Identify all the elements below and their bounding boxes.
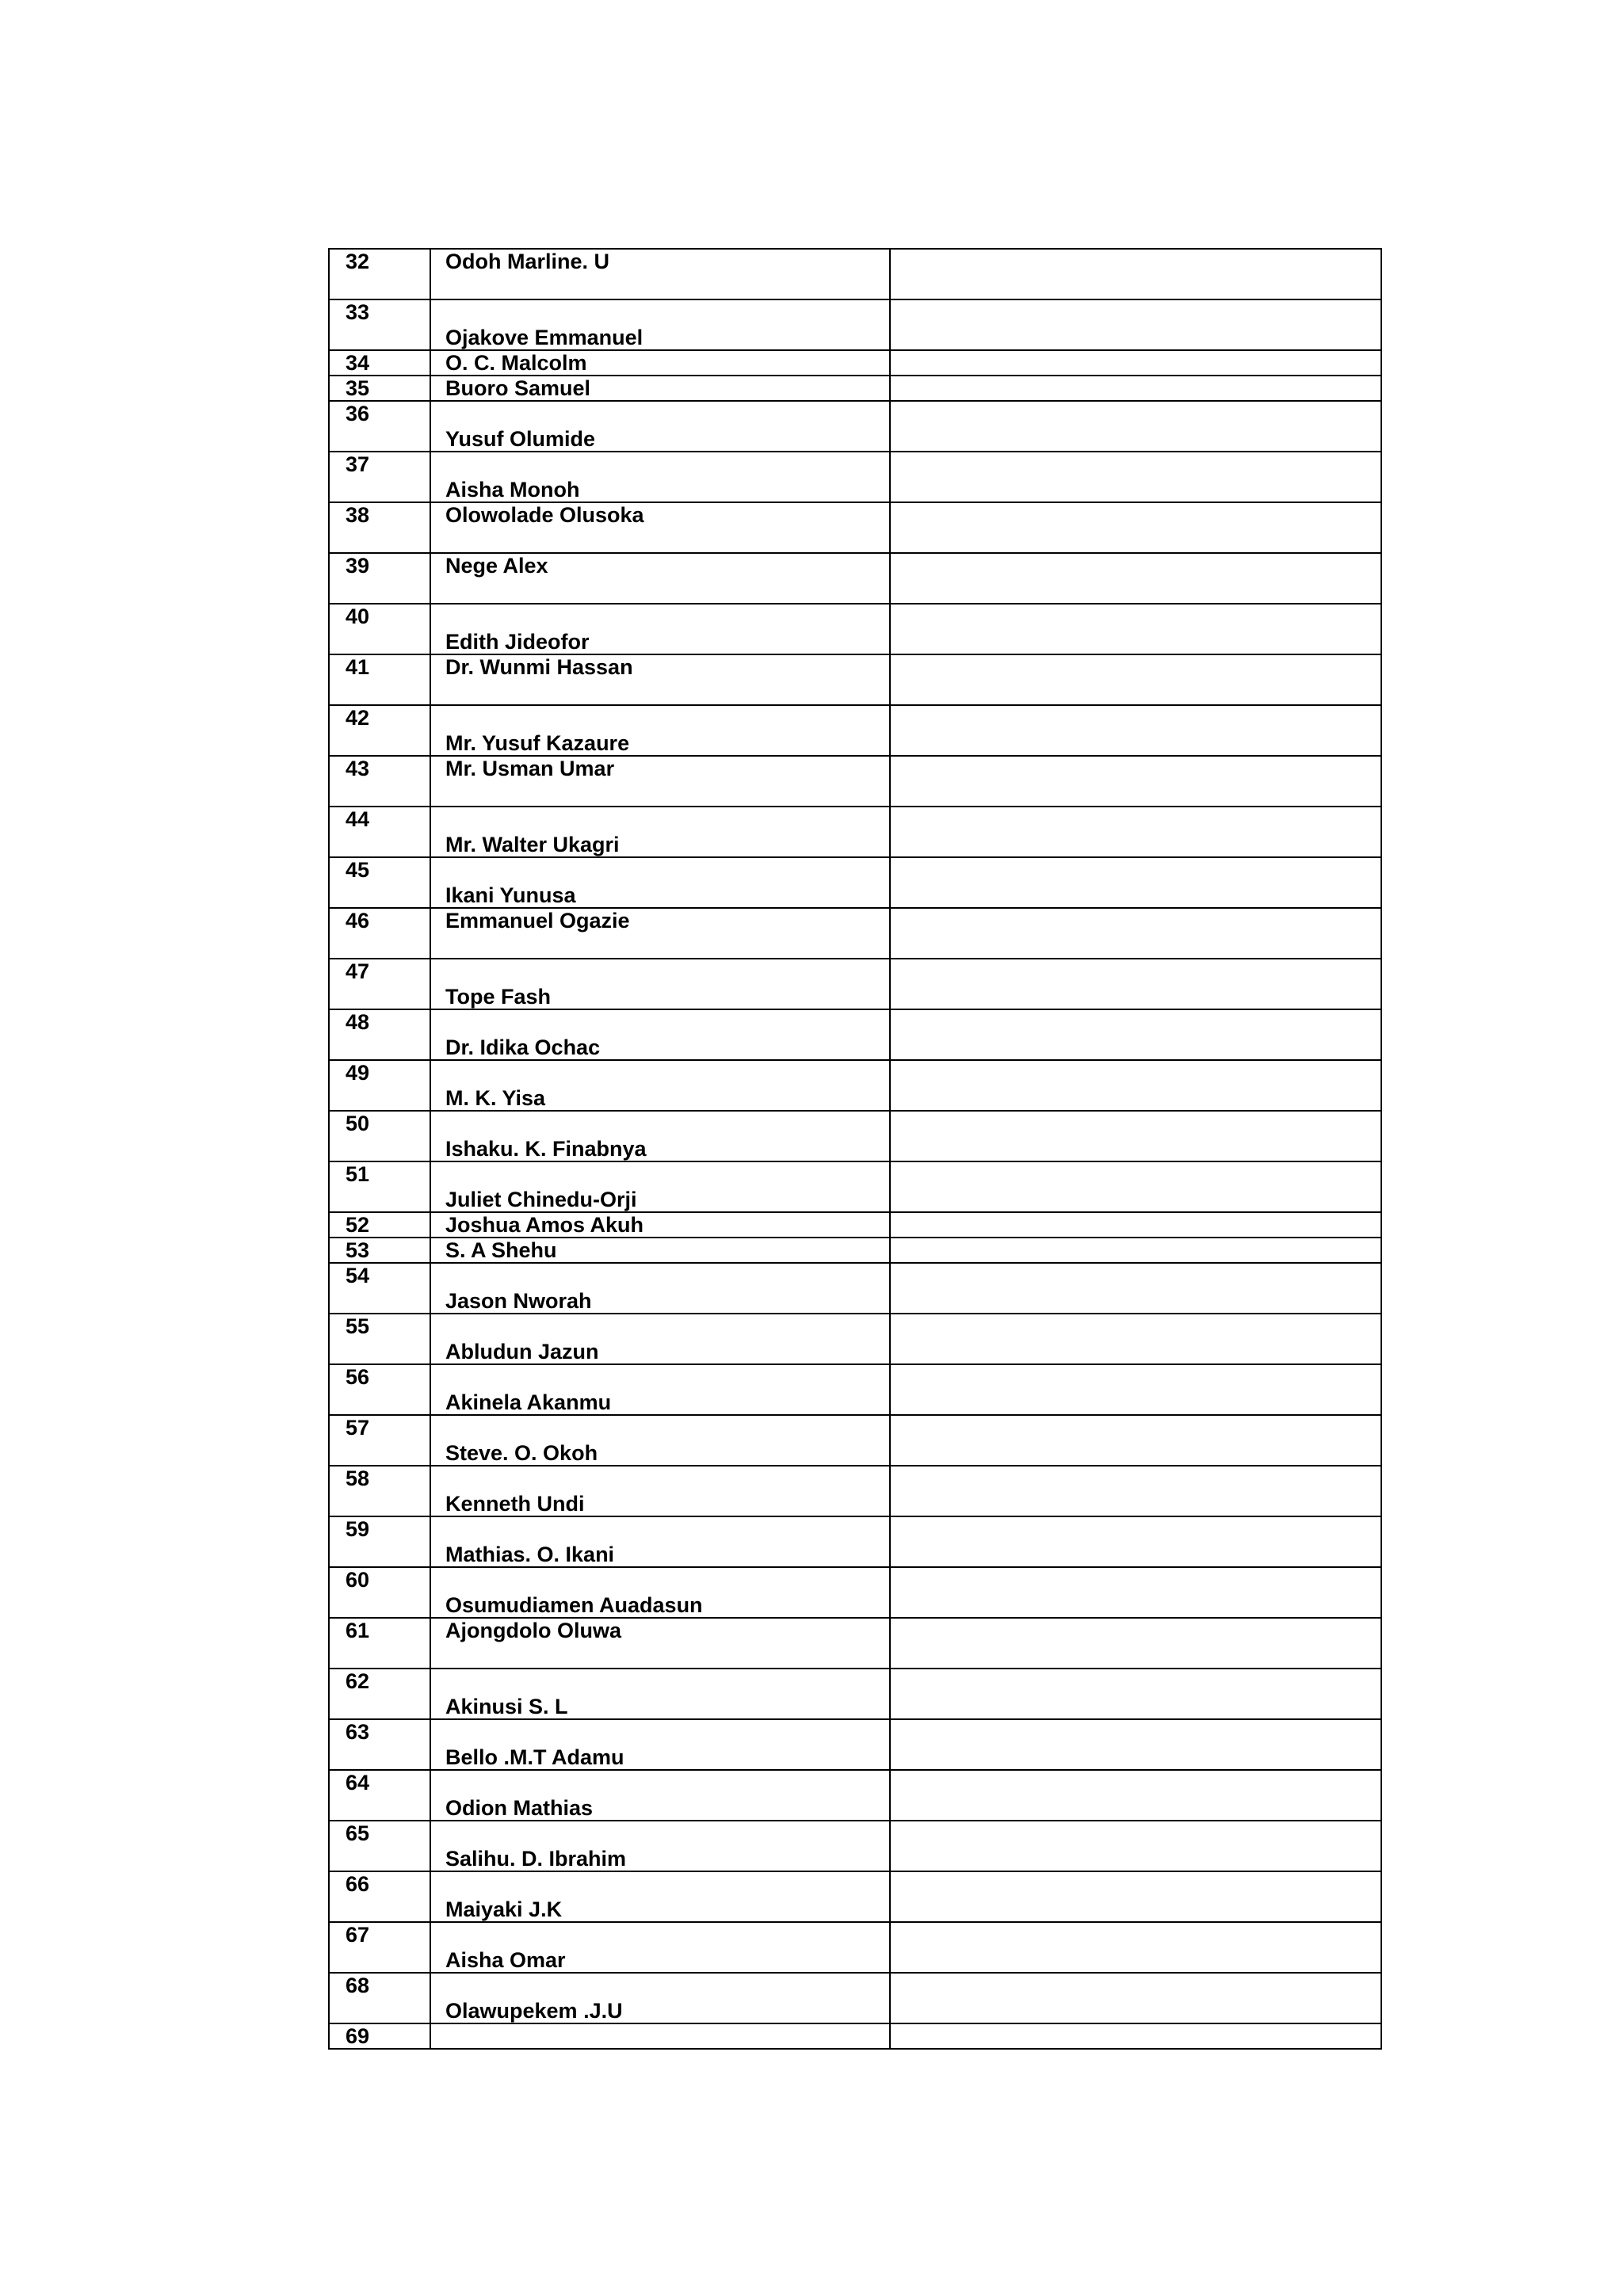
attendee-name: Salihu. D. Ibrahim — [445, 1847, 627, 1871]
table-row — [329, 1415, 1381, 1466]
table-row — [329, 1669, 1381, 1719]
table-row — [329, 1871, 1381, 1922]
row-number: 49 — [329, 1060, 430, 1111]
attendee-name: Edith Jideofor — [445, 630, 590, 654]
table-row — [329, 452, 1381, 502]
name-cell — [430, 857, 890, 908]
attendee-name: Akinusi S. L — [445, 1695, 568, 1718]
row-number: 62 — [329, 1669, 430, 1719]
table-row — [329, 553, 1381, 604]
attendee-name: O. C. Malcolm — [445, 351, 587, 375]
table-row — [329, 350, 1381, 376]
attendance-table-body — [329, 249, 1381, 2049]
name-cell — [430, 1364, 890, 1415]
signature-cell — [890, 1161, 1381, 1212]
signature-cell — [890, 1415, 1381, 1466]
name-cell — [430, 2023, 890, 2049]
table-row — [329, 1466, 1381, 1516]
attendee-name: Buoro Samuel — [445, 376, 591, 400]
name-cell — [430, 1415, 890, 1466]
name-cell — [430, 1973, 890, 2023]
table-row — [329, 1973, 1381, 2023]
attendee-name: Olowolade Olusoka — [445, 503, 644, 527]
signature-cell — [890, 376, 1381, 401]
name-cell — [430, 1618, 890, 1669]
table-row — [329, 807, 1381, 857]
signature-cell — [890, 1618, 1381, 1669]
table-row — [329, 1719, 1381, 1770]
attendee-name: M. K. Yisa — [445, 1086, 546, 1110]
table-row — [329, 1009, 1381, 1060]
name-cell — [430, 376, 890, 401]
signature-cell — [890, 1973, 1381, 2023]
signature-cell — [890, 1212, 1381, 1238]
row-number: 48 — [329, 1009, 430, 1060]
signature-cell — [890, 1466, 1381, 1516]
table-row — [329, 908, 1381, 959]
row-number: 69 — [329, 2023, 430, 2049]
attendee-name: Odion Mathias — [445, 1796, 594, 1820]
row-number: 32 — [329, 249, 430, 299]
attendee-name: Odoh Marline. U — [445, 250, 610, 273]
name-cell — [430, 1719, 890, 1770]
signature-cell — [890, 857, 1381, 908]
table-row — [329, 1161, 1381, 1212]
row-number: 53 — [329, 1238, 430, 1263]
table-row — [329, 1238, 1381, 1263]
name-cell — [430, 1516, 890, 1567]
name-cell — [430, 350, 890, 376]
name-cell — [430, 1466, 890, 1516]
row-number: 35 — [329, 376, 430, 401]
row-number: 41 — [329, 654, 430, 705]
signature-cell — [890, 1060, 1381, 1111]
signature-cell — [890, 249, 1381, 299]
attendee-name: Aisha Omar — [445, 1948, 566, 1972]
signature-cell — [890, 1770, 1381, 1821]
signature-cell — [890, 705, 1381, 756]
row-number: 61 — [329, 1618, 430, 1669]
table-row — [329, 1922, 1381, 1973]
table-row — [329, 1364, 1381, 1415]
name-cell — [430, 756, 890, 807]
name-cell — [430, 553, 890, 604]
name-cell — [430, 452, 890, 502]
attendee-name: Mr. Walter Ukagri — [445, 833, 620, 856]
signature-cell — [890, 1669, 1381, 1719]
name-cell — [430, 1212, 890, 1238]
row-number: 38 — [329, 502, 430, 553]
table-row — [329, 1111, 1381, 1161]
signature-cell — [890, 401, 1381, 452]
attendee-name: Osumudiamen Auadasun — [445, 1593, 703, 1617]
attendee-name: Olawupekem .J.U — [445, 1999, 623, 2023]
row-number: 52 — [329, 1212, 430, 1238]
attendance-table — [328, 248, 1382, 2050]
attendee-name: Nege Alex — [445, 554, 548, 578]
name-cell — [430, 249, 890, 299]
signature-cell — [890, 1516, 1381, 1567]
table-row — [329, 1060, 1381, 1111]
attendee-name: Mathias. O. Ikani — [445, 1543, 615, 1566]
name-cell — [430, 654, 890, 705]
table-row — [329, 756, 1381, 807]
row-number: 56 — [329, 1364, 430, 1415]
signature-cell — [890, 1009, 1381, 1060]
table-row — [329, 1314, 1381, 1364]
attendee-name: Mr. Yusuf Kazaure — [445, 731, 630, 755]
attendee-name: Joshua Amos Akuh — [445, 1213, 644, 1237]
signature-cell — [890, 1922, 1381, 1973]
row-number: 43 — [329, 756, 430, 807]
name-cell — [430, 604, 890, 654]
table-row — [329, 376, 1381, 401]
name-cell — [430, 1669, 890, 1719]
row-number: 64 — [329, 1770, 430, 1821]
table-row — [329, 1263, 1381, 1314]
row-number: 68 — [329, 1973, 430, 2023]
attendee-name: Ojakove Emmanuel — [445, 326, 643, 349]
name-cell — [430, 807, 890, 857]
attendee-name: Yusuf Olumide — [445, 427, 596, 451]
signature-cell — [890, 908, 1381, 959]
table-row — [329, 1212, 1381, 1238]
row-number: 65 — [329, 1821, 430, 1871]
name-cell — [430, 705, 890, 756]
row-number: 34 — [329, 350, 430, 376]
row-number: 47 — [329, 959, 430, 1009]
signature-cell — [890, 299, 1381, 350]
attendee-name: Juliet Chinedu-Orji — [445, 1188, 637, 1211]
table-row — [329, 2023, 1381, 2049]
table-row — [329, 502, 1381, 553]
signature-cell — [890, 807, 1381, 857]
attendee-name: S. A Shehu — [445, 1238, 557, 1262]
name-cell — [430, 1111, 890, 1161]
table-row — [329, 857, 1381, 908]
row-number: 36 — [329, 401, 430, 452]
signature-cell — [890, 452, 1381, 502]
signature-cell — [890, 1364, 1381, 1415]
table-row — [329, 299, 1381, 350]
row-number: 67 — [329, 1922, 430, 1973]
attendee-name: Ikani Yunusa — [445, 883, 576, 907]
name-cell — [430, 1871, 890, 1922]
signature-cell — [890, 654, 1381, 705]
table-row — [329, 1821, 1381, 1871]
row-number: 39 — [329, 553, 430, 604]
row-number: 60 — [329, 1567, 430, 1618]
attendee-name: Ishaku. K. Finabnya — [445, 1137, 647, 1161]
table-row — [329, 401, 1381, 452]
table-row — [329, 604, 1381, 654]
name-cell — [430, 401, 890, 452]
table-row — [329, 959, 1381, 1009]
row-number: 40 — [329, 604, 430, 654]
signature-cell — [890, 1567, 1381, 1618]
row-number: 63 — [329, 1719, 430, 1770]
attendee-name: Dr. Wunmi Hassan — [445, 655, 633, 679]
name-cell — [430, 299, 890, 350]
table-row — [329, 249, 1381, 299]
row-number: 59 — [329, 1516, 430, 1567]
row-number: 58 — [329, 1466, 430, 1516]
signature-cell — [890, 756, 1381, 807]
signature-cell — [890, 553, 1381, 604]
row-number: 46 — [329, 908, 430, 959]
attendee-name: Abludun Jazun — [445, 1340, 599, 1363]
table-row — [329, 705, 1381, 756]
signature-cell — [890, 350, 1381, 376]
signature-cell — [890, 1314, 1381, 1364]
attendee-name: Emmanuel Ogazie — [445, 909, 630, 933]
signature-cell — [890, 959, 1381, 1009]
name-cell — [430, 1161, 890, 1212]
table-row — [329, 1516, 1381, 1567]
table-row — [329, 1618, 1381, 1669]
name-cell — [430, 1314, 890, 1364]
row-number: 44 — [329, 807, 430, 857]
row-number: 55 — [329, 1314, 430, 1364]
name-cell — [430, 1009, 890, 1060]
attendee-name: Jason Nworah — [445, 1289, 592, 1313]
attendee-name: Kenneth Undi — [445, 1492, 585, 1516]
signature-cell — [890, 1719, 1381, 1770]
signature-cell — [890, 1238, 1381, 1263]
row-number: 57 — [329, 1415, 430, 1466]
row-number: 54 — [329, 1263, 430, 1314]
row-number: 33 — [329, 299, 430, 350]
attendee-name: Akinela Akanmu — [445, 1390, 612, 1414]
table-row — [329, 1770, 1381, 1821]
name-cell — [430, 908, 890, 959]
name-cell — [430, 1821, 890, 1871]
row-number: 37 — [329, 452, 430, 502]
table-row — [329, 654, 1381, 705]
attendee-name: Bello .M.T Adamu — [445, 1745, 624, 1769]
attendee-name: Ajongdolo Oluwa — [445, 1619, 621, 1642]
attendee-name: Mr. Usman Umar — [445, 757, 615, 780]
table-row — [329, 1567, 1381, 1618]
signature-cell — [890, 604, 1381, 654]
name-cell — [430, 1770, 890, 1821]
row-number: 45 — [329, 857, 430, 908]
attendee-name: Maiyaki J.K — [445, 1897, 563, 1921]
signature-cell — [890, 2023, 1381, 2049]
row-number: 51 — [329, 1161, 430, 1212]
name-cell — [430, 502, 890, 553]
row-number: 66 — [329, 1871, 430, 1922]
name-cell — [430, 1060, 890, 1111]
name-cell — [430, 1238, 890, 1263]
signature-cell — [890, 1111, 1381, 1161]
name-cell — [430, 1922, 890, 1973]
name-cell — [430, 1263, 890, 1314]
signature-cell — [890, 1821, 1381, 1871]
name-cell — [430, 959, 890, 1009]
attendee-name: Dr. Idika Ochac — [445, 1035, 601, 1059]
signature-cell — [890, 1263, 1381, 1314]
signature-cell — [890, 1871, 1381, 1922]
attendee-name: Tope Fash — [445, 985, 552, 1009]
attendee-name: Steve. O. Okoh — [445, 1441, 598, 1465]
attendee-name: Aisha Monoh — [445, 478, 580, 502]
name-cell — [430, 1567, 890, 1618]
signature-cell — [890, 502, 1381, 553]
row-number: 50 — [329, 1111, 430, 1161]
row-number: 42 — [329, 705, 430, 756]
